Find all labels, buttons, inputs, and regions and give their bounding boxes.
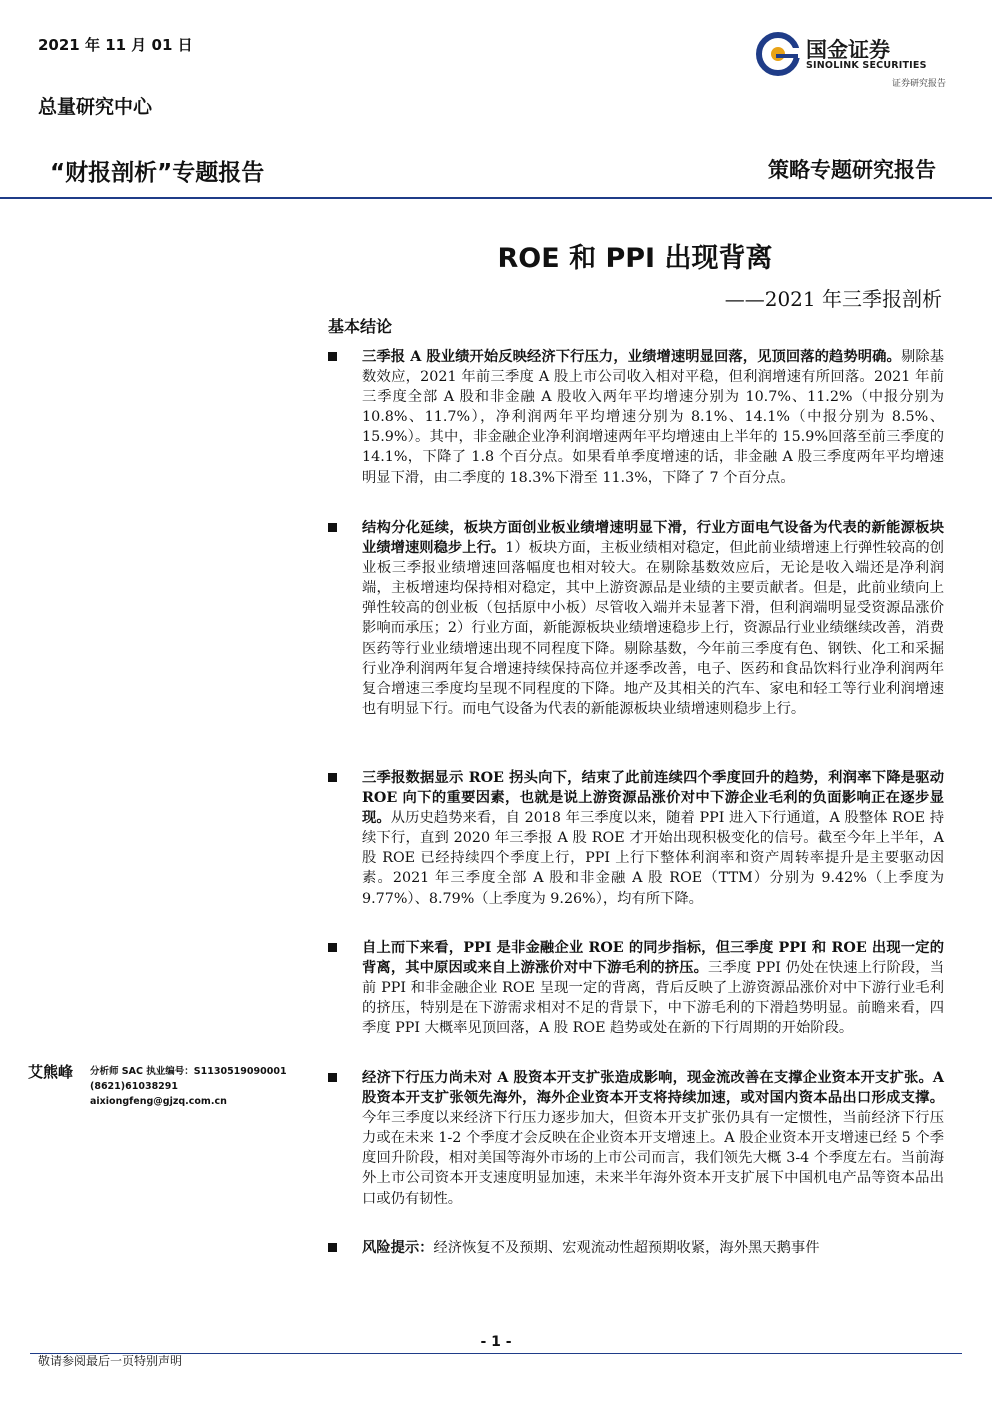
bullet-body: 今年三季度以来经济下行压力逐步加大，但资本开支扩张仍具有一定惯性，当前经济下行压力或在未来 1-2 个季度才会反映在企业资本开支增速上。A 股企业资本开支增速已经 5 个季度回升阶段，相对美国等海外市场的上市公司而言，我们领先大概 3-4 个季度左右。当前海外上市公司资本开支速度明显加速，未来半年海外资本开支扩展下中国机电产品等资本品出口或仍有韧性。 (362, 1110, 944, 1207)
bullet-lead: 三季报 A 股业绩开始反映经济下行压力，业绩增速明显回落，见顶回落的趋势明确。 (362, 349, 901, 365)
analyst-contact (90, 1064, 287, 1109)
analyst-email[interactable]: aixiongfeng@gjzq.com.cn (90, 1096, 227, 1107)
report-title: ROE 和 PPI 出现背离 (497, 243, 773, 274)
bullet-lead: 自上而下来看，PPI 是非金融企业 ROE 的同步指标，但三季度 PPI 和 ROE 出现一定的背离，其中原因或来自上游涨价对中下游毛利的挤压。 (362, 940, 944, 977)
report-series: “财报剖析”专题报告 (50, 160, 265, 186)
analyst-name: 艾熊峰 (28, 1063, 74, 1081)
summary-bullet (328, 1068, 944, 1209)
report-date: 2021 年 11 月 01 日 (38, 36, 193, 54)
analyst-phone: (8621)61038291 (90, 1081, 179, 1092)
bullet-body: 1）板块方面，主板业绩相对稳定，但此前业绩增速上行弹性较高的创业板三季报业绩增速回落幅度也相对较大。在剔除基数效应后，无论是收入端还是净利润端，主板增速均保持相对稳定，其中上游资源品是业绩的主要贡献者。但是，此前业绩向上弹性较高的创业板（包括原中小板）尽管收入端并未显著下滑，但利润端明显受资源品涨价影响而承压；2）行业方面，新能源板块业绩增速稳步上行，资源品行业业绩继续改善，消费医药等行业业绩增速出现不同程度下降。剔除基数，今年前三季度有色、钢铁、化工和采掘行业净利润两年复合增速持续保持高位并逐季改善，电子、医药和食品饮料行业净利润两年复合增速三季度均呈现不同程度的下降。地产及其相关的汽车、家电和轻工等行业利润增速也有明显下行。而电气设备为代表的新能源板块业绩增速则稳步上行。 (362, 540, 945, 717)
analyst-cert: 分析师 SAC 执业编号：S1130519090001 (90, 1066, 287, 1077)
bullet-square-icon (328, 523, 337, 532)
report-type: 策略专题研究报告 (768, 157, 936, 182)
bullet-square-icon (328, 1073, 337, 1082)
bullet-body: 剔除基数效应，2021 年前三季度 A 股上市公司收入相对平稳，但利润增速有所回落。2021 年前三季度全部 A 股和非金融 A 股收入两年平均增速分别为 10.7%、11.2%（中报分别为 10.8%、11.7%），净利润两年平均增速分别为 8.1%、14.1%（中报分别为 8.5%、15.9%）。其中，非金融企业净利润增速两年平均增速由上半年的 15.9%回落至前三季度的 14.1%，下降了 1.8 个百分点。如果看单季度增速的话，非金融 A 股三季度两年平均增速明显下滑，由二季度的 18.3%下滑至 11.3%，下降了 7 个百分点。 (362, 349, 944, 486)
header-divider (0, 197, 992, 199)
bullet-square-icon (328, 773, 337, 782)
report-subtitle: ——2021 年三季报剖析 (724, 287, 942, 311)
summary-bullet (328, 938, 944, 1038)
logo-mark-icon (756, 32, 800, 76)
summary-bullet (328, 347, 944, 488)
summary-bullet (328, 768, 944, 909)
bullet-square-icon (328, 943, 337, 952)
summary-bullet (328, 518, 944, 719)
disclaimer-note: 敬请参阅最后一页特别声明 (38, 1354, 183, 1368)
bullet-square-icon (328, 1243, 337, 1252)
logo-subtitle: 证券研究报告 (891, 79, 946, 89)
company-logo (756, 30, 952, 94)
summary-bullet (328, 1238, 944, 1258)
logo-name-cn: 国金证券 (806, 38, 890, 62)
bullet-lead: 结构分化延续，板块方面创业板业绩增速明显下滑，行业方面电气设备为代表的新能源板块业绩增速则稳步上行。 (362, 520, 944, 557)
bullet-lead: 三季报数据显示 ROE 拐头向下，结束了此前连续四个季度回升的趋势，利润率下降是驱动 ROE 向下的重要因素，也就是说上游资源品涨价对中下游企业毛利的负面影响正在逐步显现。 (362, 770, 944, 827)
bullet-body: 三季度 PPI 仍处在快速上行阶段，当前 PPI 和非金融企业 ROE 呈现一定的背离，背后反映了上游资源品涨价对中下游行业毛利的挤压，特别是在下游需求相对不足的背景下，中下游毛利的下滑趋势明显。前瞻来看，四季度 PPI 大概率见顶回落，A 股 ROE 趋势或处在新的下行周期的开始阶段。 (362, 960, 944, 1037)
bullet-lead: 风险提示： (362, 1240, 434, 1256)
bullet-body: 从历史趋势来看，自 2018 年三季度以来，随着 PPI 进入下行通道，A 股整体 ROE 持续下行，直到 2020 年三季报 A 股 ROE 才开始出现积极变化的信号。截至今年上半年，A 股 ROE 已经持续四个季度上行，PPI 上行下整体利润率和资产周转率提升是主要驱动因素。2021 年三季度全部 A 股和非金融 A 股 ROE（TTM）分别为 9.42%（上季度为 9.77%）、8.79%（上季度为 9.26%），均有所下降。 (362, 810, 945, 907)
bullet-body: 经济恢复不及预期、宏观流动性超预期收紧，海外黑天鹅事件 (433, 1240, 820, 1256)
bullet-square-icon (328, 352, 337, 361)
research-center: 总量研究中心 (38, 96, 153, 118)
logo-name-en: SINOLINK SECURITIES (806, 60, 927, 71)
page-number: - 1 - (480, 1334, 512, 1350)
summary-heading: 基本结论 (328, 317, 393, 336)
bullet-lead: 经济下行压力尚未对 A 股资本开支扩张造成影响，现金流改善在支撑企业资本开支扩张。A 股资本开支扩张领先海外，海外企业资本开支将持续加速，或对国内资本品出口形成支撑。 (362, 1070, 944, 1107)
